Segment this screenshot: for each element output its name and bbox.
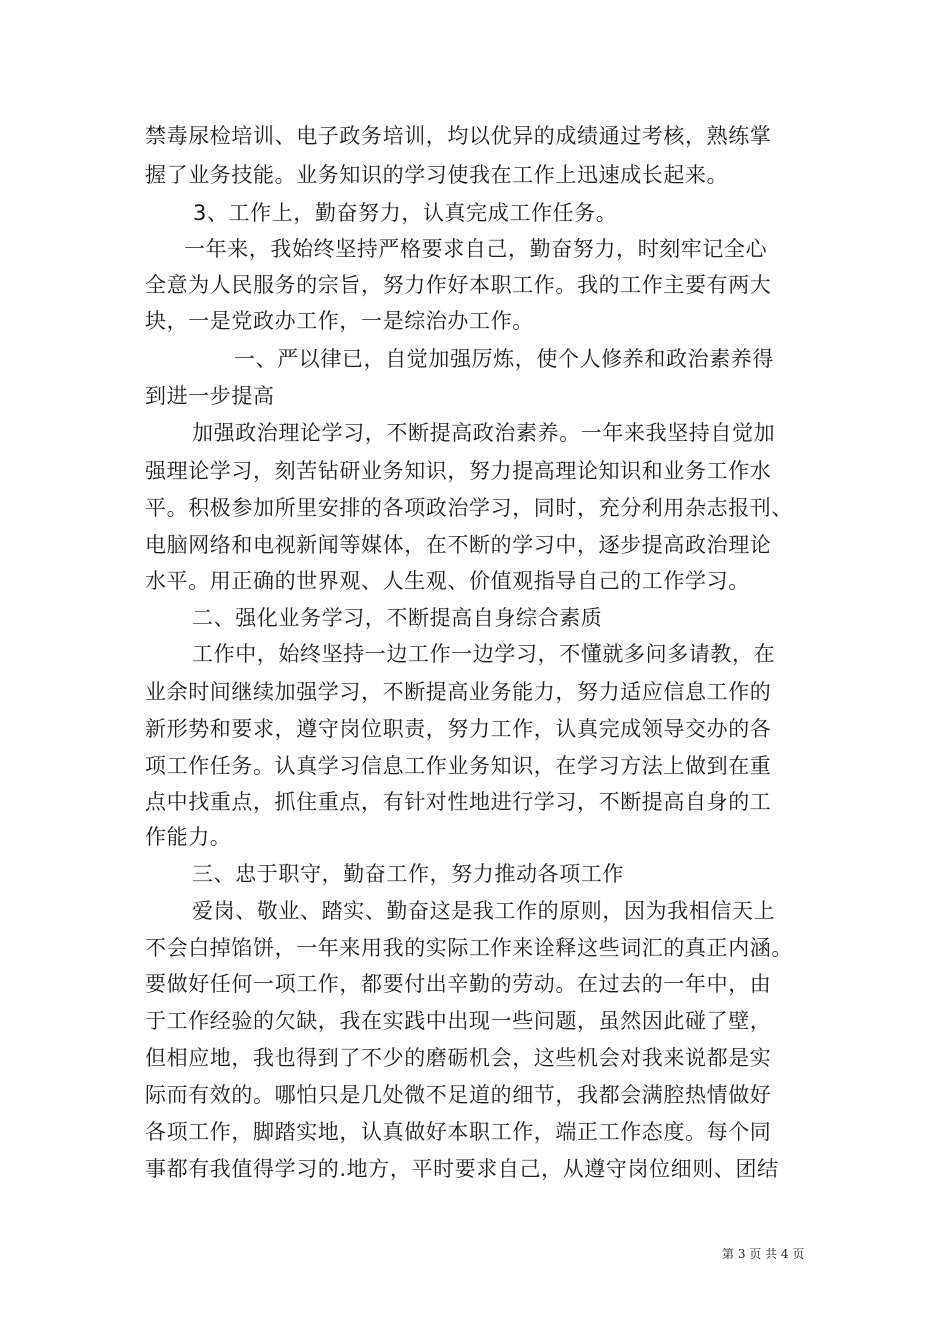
text-line: 握了业务技能。业务知识的学习使我在工作上迅速成长起来。: [145, 163, 729, 187]
text-line: 水平。用正确的世界观、人生观、价值观指导自己的工作学习。: [145, 569, 750, 593]
text-line: 际而有效的。哪怕只是几处微不足道的细节，我都会满腔热情做好: [145, 1083, 772, 1107]
text-line: 事都有我值得学习的.地方，平时要求自己，从遵守岗位细则、团结: [145, 1157, 779, 1181]
section-heading: 3、工作上，勤奋努力，认真完成工作任务。: [193, 201, 618, 225]
text-line: 一年来，我始终坚持严格要求自己，勤奋努力，时刻牢记全心: [184, 237, 768, 261]
text-line: 强理论学习，刻苦钻研业务知识，努力提高理论知识和业务工作水: [145, 459, 772, 483]
text-line: 块，一是党政办工作，一是综治办工作。: [145, 309, 534, 333]
text-line: 但相应地，我也得到了不少的磨砺机会，这些机会对我来说都是实: [145, 1046, 772, 1070]
text-line: 电脑网络和电视新闻等媒体，在不断的学习中，逐步提高政治理论: [145, 533, 772, 557]
section-heading: 一、严以律已，自觉加强厉炼，使个人修养和政治素养得: [234, 347, 774, 371]
text-line: 点中找重点，抓住重点，有针对性地进行学习，不断提高自身的工: [145, 790, 772, 814]
section-heading: 到进一步提高: [145, 384, 275, 408]
text-line: 于工作经验的欠缺，我在实践中出现一些问题，虽然因此碰了壁，: [145, 1009, 772, 1033]
text-line: 新形势和要求，遵守岗位职责，努力工作，认真完成领导交办的各: [145, 717, 772, 741]
text-line: 业余时间继续加强学习，不断提高业务能力，努力适应信息工作的: [145, 680, 772, 704]
section-heading: 三、忠于职守，勤奋工作，努力推动各项工作: [192, 862, 624, 886]
text-line: 作能力。: [145, 825, 232, 849]
text-line: 全意为人民服务的宗旨，努力作好本职工作。我的工作主要有两大: [145, 273, 772, 297]
text-line: 工作中，始终坚持一边工作一边学习，不懂就多问多请教，在: [192, 642, 776, 666]
text-line: 平。积极参加所里安排的各项政治学习，同时，充分利用杂志报刊、: [145, 496, 793, 520]
text-line: 不会白掉馅饼，一年来用我的实际工作来诠释这些词汇的真正内涵。: [145, 936, 793, 960]
text-line: 要做好任何一项工作，都要付出辛勤的劳动。在过去的一年中，由: [145, 972, 772, 996]
section-heading: 二、强化业务学习，不断提高自身综合素质: [192, 606, 603, 630]
page-number: 第 3 页 共 4 页: [722, 1247, 805, 1261]
text-line: 项工作任务。认真学习信息工作业务知识，在学习方法上做到在重: [145, 754, 772, 778]
text-line: 爱岗、敬业、踏实、勤奋这是我工作的原则，因为我相信天上: [192, 899, 776, 923]
text-line: 各项工作，脚踏实地，认真做好本职工作，端正工作态度。每个同: [145, 1120, 772, 1144]
text-line: 禁毒尿检培训、电子政务培训，均以优异的成绩通过考核，熟练掌: [145, 124, 772, 148]
text-line: 加强政治理论学习，不断提高政治素养。一年来我坚持自觉加: [192, 421, 776, 445]
